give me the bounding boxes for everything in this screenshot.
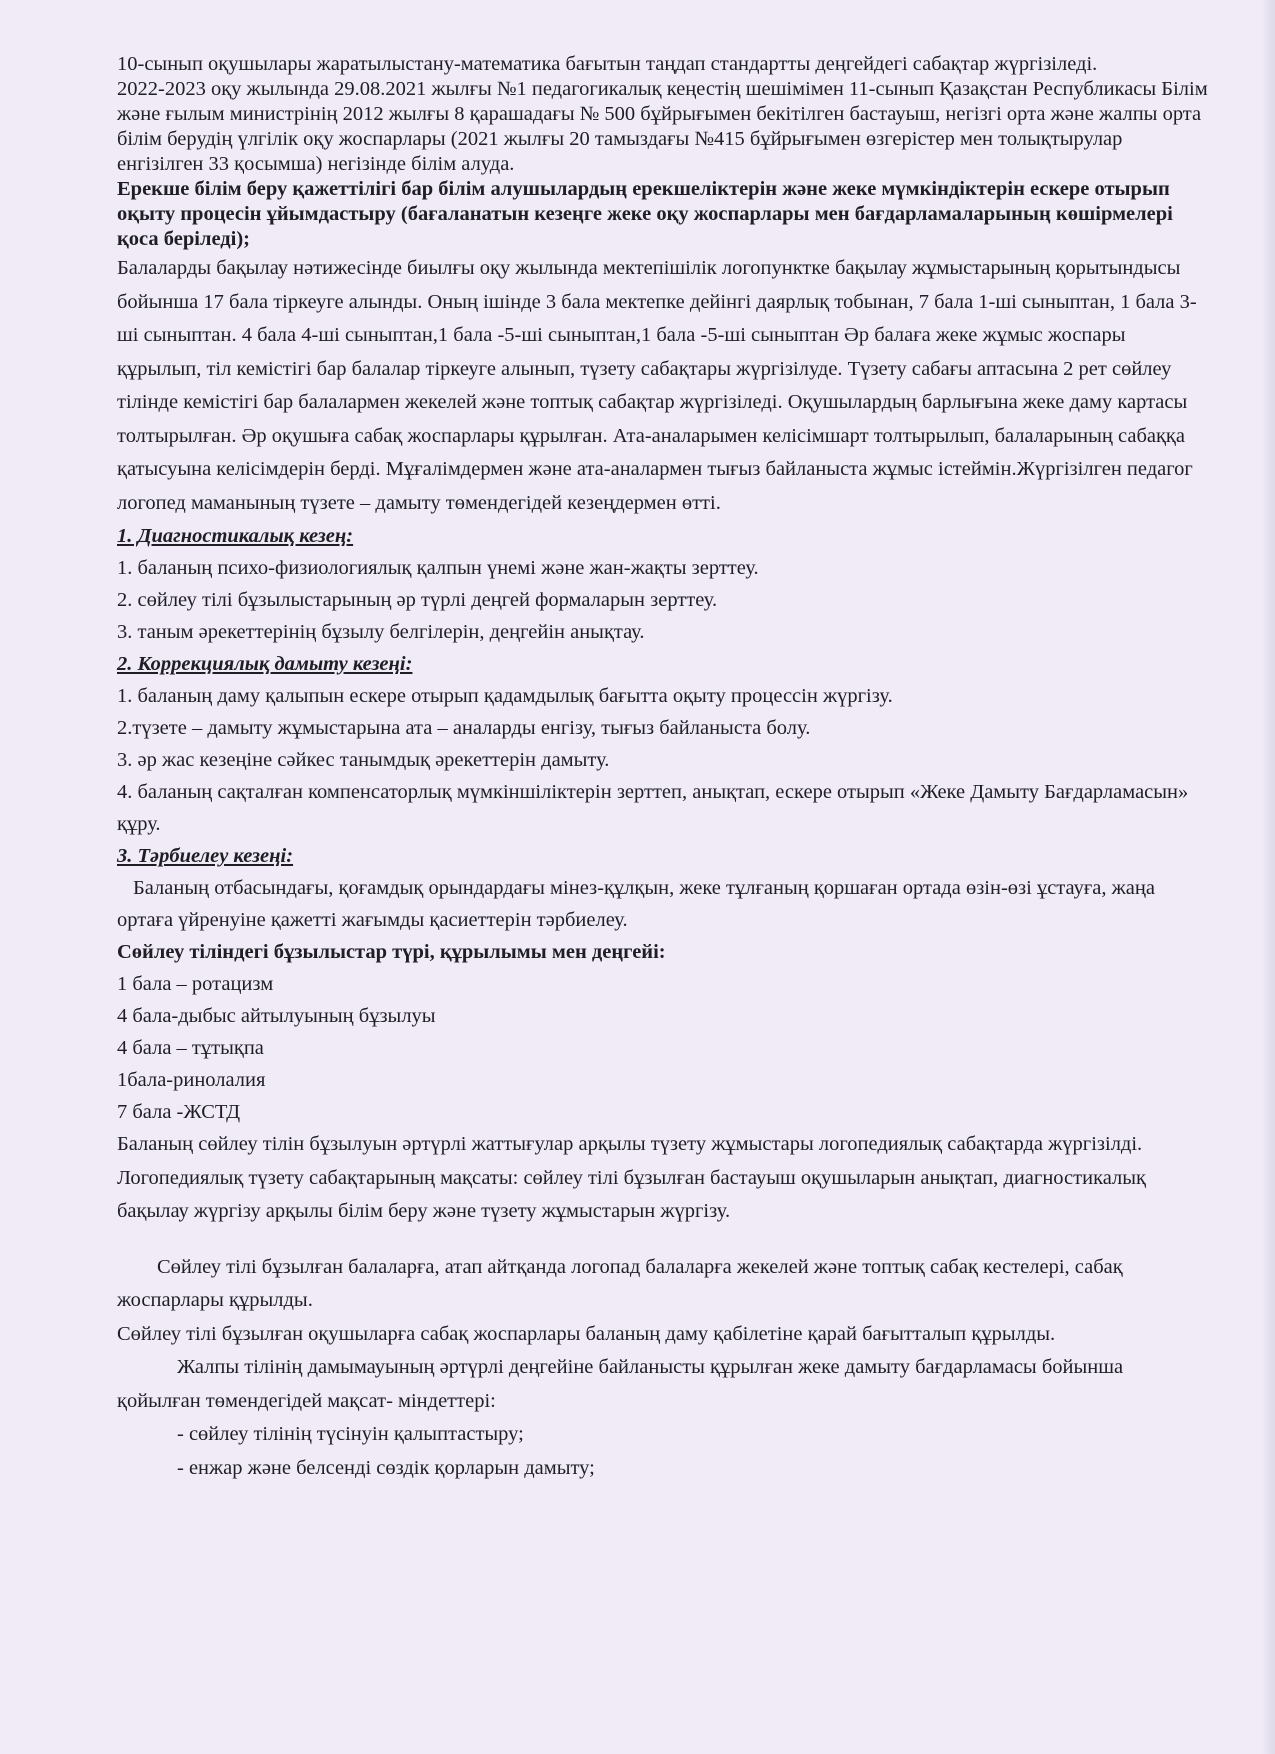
paragraph-correction: Баланың сөйлеу тілін бұзылуын әртүрлі жаттығулар арқылы түзету жұмыстары логопедиялық сабақтарда жүргізілді. Логопедиялық түзету сабақтарының мақсаты: сөйлеу тілі бұзылған бастауыш оқушыларын анықтап, диагностикалық бақылау жүргізу арқылы білім беру және түзету жұмыстарын жүргізу. [117,1133,1146,1222]
stage3-title: 3. Тәрбиелеу кезеңі: [117,845,294,867]
stage1-item: 1. баланың психо-физиологиялық қалпын үнемі және жан-жақты зерттеу. [117,557,759,579]
stage2-item: 2.түзете – дамыту жұмыстарына ата – аналарды енгізу, тығыз байланыста болу. [117,717,811,739]
stage2-title: 2. Коррекциялық дамыту кезеңі: [117,653,413,675]
paragraph-goals-intro: Жалпы тілінің дамымауының әртүрлі деңгейіне байланысты құрылған жеке дамыту бағдарламасы бойынша қойылған төмендегідей мақсат- міндеттері: [117,1356,1124,1412]
paragraph-logopunkt: Балаларды бақылау нәтижесінде биылғы оқу жылында мектепішілік логопунктке бақылау жұмыстарының қорытындысы бойынша 17 бала тіркеуге алынды. Оның ішінде 3 бала мектепке дейінгі даярлық тобынан, 7 бала 1-ші сыныптан, 1 бала 3- ші сыныптан. 4 бала 4-ші сыныптан,1 бала -5-ші сыныптан,1 бала -5-ші сыныптан Әр балаға жеке жұмыс жоспары құрылып, тіл кемістігі бар балалар тіркеуге алынып, түзету сабақтары жүргізілуде. Түзету сабағы аптасына 2 рет сөйлеу тілінде кемістігі бар балалармен жекелей және топтық сабақтар жүргізіледі. Оқушылардың барлығына жеке даму картасы толтырылған. Әр оқушыға сабақ жоспарлары құрылған. Ата-аналарымен келісімшарт толтырылып, балаларының сабаққа қатысуына келісімдерін берді. Мұғалімдермен және ата-аналармен тығыз байланыста жұмыс істеймін.Жүргізілген педагог логопед маманының түзете – дамыту төмендегідей кезеңдермен өтті. [117,257,1197,514]
paragraph-curriculum: 2022-2023 оқу жылында 29.08.2021 жылғы №1 педагогикалық кеңестің шешімімен 11-сынып Қазақстан Республикасы Білім және ғылым министрінің 2012 жылғы 8 қарашадағы № 500 бұйрығымен бекітілген бастауыш, негізгі орта және жалпы орта білім берудің үлгілік оқу жоспарлары (2021 жылғы 20 тамыздағы №415 бұйрығымен өзгерістер мен толықтырулар енгізілген 33 қосымша) негізінде білім алуда. [117,78,1208,175]
spacer [117,1229,1209,1251]
heading-disorders: Сөйлеу тіліндегі бұзылыстар түрі, құрылымы мен деңгейі: [117,941,666,963]
stage2-item: 4. баланың сақталған компенсаторлық мүмкіншіліктерін зерттеп, анықтап, ескере отырып «Жеке Дамыту Бағдарламасын» құру. [117,781,1189,835]
heading-special-needs: Ерекше білім беру қажеттілігі бар білім алушылардың ерекшеліктерін және жеке мүмкіндіктерін ескере отырып оқыту процесін ұйымдастыру (бағаланатын кезеңге жеке оқу жоспарлары мен бағдарламаларының көшірмелері қоса беріледі); [117,178,1173,250]
stage1-item: 2. сөйлеу тілі бұзылыстарының әр түрлі деңгей формаларын зерттеу. [117,589,718,611]
paragraph-lesson-plans: Сөйлеу тілі бұзылған оқушыларға сабақ жоспарлары баланың даму қабілетіне қарай бағытталып құрылды. [117,1322,1056,1345]
paragraph-grade10: 10-сынып оқушылары жаратылыстану-математика бағытын таңдап стандартты деңгейдегі сабақтар жүргізіледі. [117,53,1098,75]
disorder-item: 4 бала – тұтықпа [117,1037,264,1059]
disorder-item: 7 бала -ЖСТД [117,1101,241,1123]
stage2-item: 3. әр жас кезеңіне сәйкес танымдық әрекеттерін дамыту. [117,749,610,771]
document-page [117,52,1209,1485]
disorder-item: 1бала-ринолалия [117,1069,266,1091]
stage3-text: Баланың отбасындағы, қоғамдық орындардағы мінез-құлқын, жеке тұлғаның қоршаған ортада өзін-өзі ұстауға, жаңа ортаға үйренуіне қажетті жағымды қасиеттерін тәрбиелеу. [117,877,1155,931]
disorder-item: 1 бала – ротацизм [117,973,274,995]
disorder-item: 4 бала-дыбыс айтылуының бұзылуы [117,1005,436,1027]
goal-item: - сөйлеу тілінің түсінуін қалыптастыру; [177,1423,524,1445]
goal-item: - енжар және белсенді сөздік қорларын дамыту; [177,1456,595,1479]
stage1-title: 1. Диагностикалық кезең: [117,525,354,547]
stage1-item: 3. таным әрекеттерінің бұзылу белгілерін, деңгейін анықтау. [117,621,645,643]
stage2-item: 1. баланың даму қалыпын ескере отырып қадамдылық бағытта оқыту процессін жүргізу. [117,685,893,707]
scan-edge-shadow [1261,0,1275,1754]
paragraph-schedules: Сөйлеу тілі бұзылған балаларға, атап айтқанда логопад балаларға жекелей және топтық сабақ кестелері, сабақ жоспарлары құрылды. [117,1255,1123,1311]
